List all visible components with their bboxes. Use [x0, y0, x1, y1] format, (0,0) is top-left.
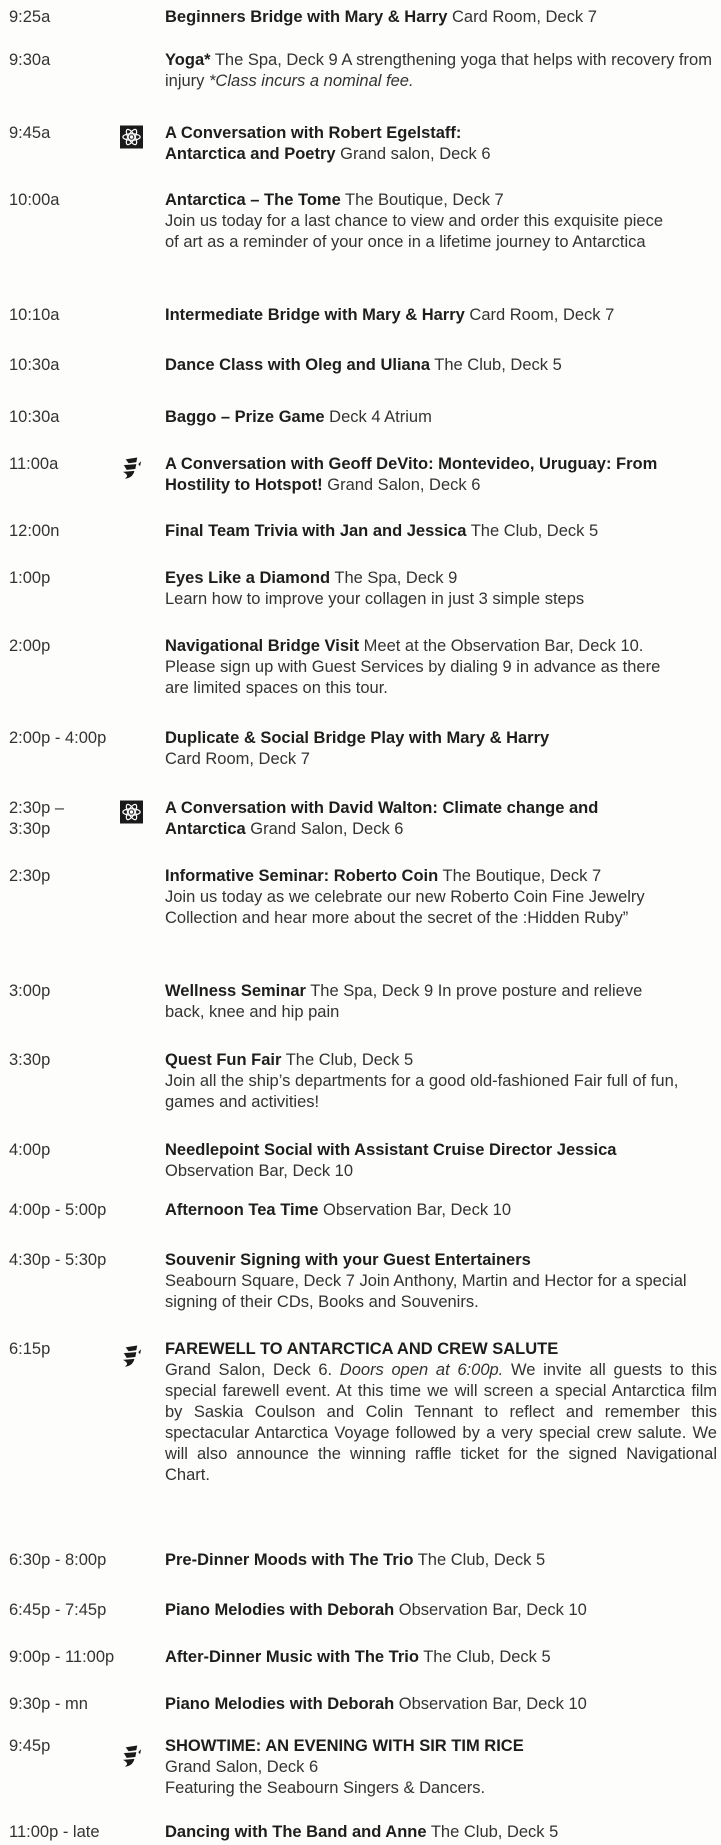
event-location: Grand Salon, Deck 6: [245, 820, 404, 838]
event-title: Dance Class with Oleg and Uliana: [165, 356, 430, 374]
event-location: The Club, Deck 5: [413, 1551, 546, 1569]
event-location: Grand Salon, Deck 6: [165, 1758, 319, 1776]
event-time: 12:00n: [9, 522, 60, 540]
event-location: Observation Bar, Deck 10: [394, 1695, 587, 1713]
event-title: Piano Melodies with Deborah: [165, 1601, 395, 1619]
event-details: [165, 305, 717, 326]
event-time: 9:00p - 11:00p: [9, 1648, 115, 1666]
event-title: Navigational Bridge Visit: [165, 637, 360, 655]
event-description: Seabourn Square, Deck 7 Join Anthony, Martin and Hector for a special signing of their CDs, Books and Souvenirs.: [165, 1272, 687, 1311]
event-details: [165, 1647, 717, 1668]
event-note: Doors open at 6:00p.: [339, 1361, 504, 1379]
event-details: [165, 521, 717, 542]
event-time: 9:30a: [9, 51, 51, 69]
event-title: Intermediate Bridge with Mary & Harry: [165, 306, 465, 324]
event-location: Observation Bar, Deck 10: [318, 1201, 512, 1219]
event-time: [9, 798, 64, 840]
seabourn-logo-icon: [120, 1744, 143, 1768]
event-details: [165, 1200, 717, 1221]
seabourn-logo-icon: [120, 456, 143, 480]
event-time: 11:00p - late: [9, 1823, 100, 1841]
event-location: The Club, Deck 5: [466, 522, 599, 540]
event-details: [165, 1822, 717, 1843]
event-description: Meet at the Observation Bar, Deck 10. Please sign up with Guest Services by dialing 9 in advance as there are limited spaces on this tour.: [165, 637, 661, 697]
event-description: Join us today as we celebrate our new Roberto Coin Fine Jewelry Collection and hear more about the secret of the :Hidden Ruby”: [165, 888, 645, 927]
event-time: 10:30a: [9, 356, 60, 374]
event-description: The Spa, Deck 9 In prove posture and relieve back, knee and hip pain: [165, 982, 643, 1021]
event-location: Card Room, Deck 7: [447, 8, 597, 26]
event-title: Duplicate & Social Bridge Play with Mary & Harry: [165, 729, 550, 747]
atom-icon: [120, 800, 143, 824]
event-details: [165, 7, 717, 28]
event-title: Souvenir Signing with your Guest Entertainers: [165, 1251, 531, 1269]
event-details: [165, 798, 635, 840]
event-title: Antarctica – The Tome: [165, 191, 341, 209]
event-title: SHOWTIME: AN EVENING WITH SIR TIM RICE: [165, 1737, 524, 1755]
event-description: Join all the ship’s departments for a good old-fashioned Fair full of fun, games and activities!: [165, 1072, 679, 1111]
event-time: 11:00a: [9, 455, 59, 473]
event-details: [165, 1140, 717, 1182]
event-location: The Club, Deck 5: [426, 1823, 559, 1841]
event-title: Baggo – Prize Game: [165, 408, 325, 426]
event-location: Deck 4 Atrium: [324, 408, 432, 426]
event-description: We invite all guests to this special farewell event. At this time we will screen a special Antarctica film by Saskia Coulson and Colin Tennant to reflect and remember this spectacular Antarctica Voyage followed by a very special crew salute. We will also announce the winning raffle ticket for the signed Navigational Chart.: [165, 1361, 717, 1484]
event-location: The Club, Deck 5: [430, 356, 562, 374]
event-time: 3:30p: [9, 1051, 51, 1069]
event-time: 9:45a: [9, 124, 51, 142]
event-details: [165, 50, 717, 92]
event-details: [165, 1694, 717, 1715]
event-time: 4:00p: [9, 1141, 51, 1159]
event-description: Join us today for a last chance to view and order this exquisite piece of art as a reminder of your once in a lifetime journey to Antarctica: [165, 212, 664, 251]
event-details: [165, 355, 717, 376]
event-title: After-Dinner Music with The Trio: [165, 1648, 419, 1666]
event-time-start: 2:30p –: [9, 799, 65, 817]
event-details: [165, 981, 665, 1023]
event-title: A Conversation with Geoff DeVito: Montevideo, Uruguay: From Hostility to Hotspot!: [165, 455, 658, 494]
event-title: Afternoon Tea Time: [165, 1201, 319, 1219]
event-time: 3:00p: [9, 982, 51, 1000]
event-location: The Boutique, Deck 7: [438, 867, 602, 885]
event-title: Needlepoint Social with Assistant Cruise Director Jessica: [165, 1141, 617, 1159]
event-title: Yoga*: [165, 51, 211, 69]
event-time: 10:30a: [9, 408, 60, 426]
event-title: Dancing with The Band and Anne: [165, 1823, 427, 1841]
event-details: [165, 407, 717, 428]
event-details: [165, 1600, 717, 1621]
event-time: 9:25a: [9, 8, 51, 26]
event-title: Piano Melodies with Deborah: [165, 1695, 395, 1713]
event-time: 4:00p - 5:00p: [9, 1201, 107, 1219]
event-title: A Conversation with Robert Egelstaff: Antarctica and Poetry: [165, 124, 462, 163]
event-details: [165, 636, 665, 699]
event-title: A Conversation with David Walton: Climate change and Antarctica: [165, 799, 599, 838]
event-time: 2:00p - 4:00p: [9, 729, 107, 747]
event-time-end: 3:30p: [9, 820, 51, 838]
event-time: 6:15p: [9, 1340, 51, 1358]
event-details: [165, 123, 545, 165]
event-location: Grand salon, Deck 6: [335, 145, 491, 163]
event-details: [165, 1250, 717, 1313]
event-details: [165, 866, 710, 929]
event-time: 9:45p: [9, 1737, 51, 1755]
event-location: The Club, Deck 5: [281, 1051, 414, 1069]
event-title: Pre-Dinner Moods with The Trio: [165, 1551, 414, 1569]
event-title: Wellness Seminar: [165, 982, 306, 1000]
event-location: The Spa, Deck 9: [330, 569, 458, 587]
event-details: [165, 1050, 717, 1113]
event-location: Grand Salon, Deck 6: [322, 476, 481, 494]
event-description: Learn how to improve your collagen in just 3 simple steps: [165, 590, 585, 608]
event-location: The Club, Deck 5: [418, 1648, 551, 1666]
event-time: 2:30p: [9, 867, 51, 885]
event-title: FAREWELL TO ANTARCTICA AND CREW SALUTE: [165, 1340, 559, 1358]
event-description: The Spa, Deck 9 A strengthening yoga that helps with recovery from injury: [165, 51, 712, 90]
event-time: 2:00p: [9, 637, 51, 655]
seabourn-logo-icon: [120, 1344, 143, 1368]
event-location: Observation Bar, Deck 10: [394, 1601, 587, 1619]
event-location: Card Room, Deck 7: [165, 750, 310, 768]
event-time: 4:30p - 5:30p: [9, 1251, 107, 1269]
event-details: [165, 1339, 717, 1486]
event-description: Featuring the Seabourn Singers & Dancers.: [165, 1779, 486, 1797]
event-time: 10:10a: [9, 306, 60, 324]
event-title: Beginners Bridge with Mary & Harry: [165, 8, 448, 26]
event-time: 6:30p - 8:00p: [9, 1551, 107, 1569]
event-location: Card Room, Deck 7: [464, 306, 615, 324]
event-time: 6:45p - 7:45p: [9, 1601, 107, 1619]
event-time: 10:00a: [9, 191, 60, 209]
event-note: *Class incurs a nominal fee.: [209, 72, 414, 90]
event-title: Final Team Trivia with Jan and Jessica: [165, 522, 467, 540]
event-location: The Boutique, Deck 7: [340, 191, 504, 209]
event-details: [165, 728, 717, 770]
atom-icon: [120, 125, 143, 149]
event-time: 1:00p: [9, 569, 51, 587]
event-title: Quest Fun Fair: [165, 1051, 282, 1069]
event-location: Observation Bar, Deck 10: [165, 1162, 354, 1180]
event-details: [165, 568, 717, 610]
event-details: [165, 1736, 717, 1799]
event-details: [165, 1550, 717, 1571]
event-title: Informative Seminar: Roberto Coin: [165, 867, 439, 885]
event-details: [165, 454, 717, 496]
event-details: [165, 190, 665, 253]
event-location: Grand Salon, Deck 6.: [165, 1361, 340, 1379]
event-title: Eyes Like a Diamond: [165, 569, 331, 587]
event-time: 9:30p - mn: [9, 1695, 88, 1713]
